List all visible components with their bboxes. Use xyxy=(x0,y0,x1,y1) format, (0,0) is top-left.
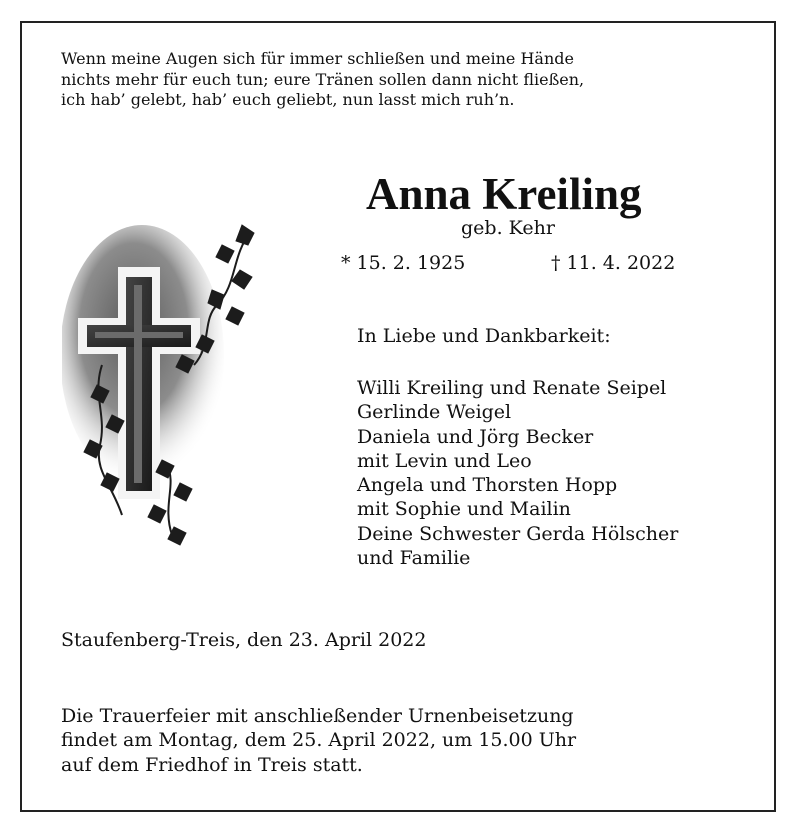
birth-name: geb. Kehr xyxy=(461,217,555,239)
deceased-name: Anna Kreiling xyxy=(366,169,642,219)
mourner-line: Willi Kreiling und Renate Seipel xyxy=(357,377,667,399)
place-and-date: Staufenberg-Treis, den 23. April 2022 xyxy=(61,629,427,651)
dedication-line: In Liebe und Dankbarkeit: xyxy=(357,325,611,347)
mourners-list xyxy=(357,376,678,570)
motto-line: Wenn meine Augen sich für immer schließen und meine Hände xyxy=(61,49,574,68)
motto-line: nichts mehr für euch tun; eure Tränen sollen dann nicht fließen, xyxy=(61,69,585,89)
ceremony-line: Die Trauerfeier mit anschließender Urnenbeisetzung xyxy=(61,705,574,727)
mourner-line: und Familie xyxy=(357,547,471,570)
mourner-line: Angela und Thorsten Hopp xyxy=(357,474,618,497)
birth-date: * 15. 2. 1925 xyxy=(341,252,466,274)
death-date: † 11. 4. 2022 xyxy=(551,252,676,274)
ceremony-notice xyxy=(61,704,576,777)
mourner-line: Daniela und Jörg Becker xyxy=(357,425,594,448)
cross-highlight-vertical xyxy=(134,285,142,483)
mourner-line: mit Sophie und Mailin xyxy=(357,498,571,521)
ceremony-line: auf dem Friedhof in Treis statt. xyxy=(61,753,363,776)
motto-line: ich hab’ gelebt, hab’ euch geliebt, nun lasst mich ruh’n. xyxy=(61,90,515,109)
cross-highlight-horizontal xyxy=(95,332,183,338)
mourner-line: Gerlinde Weigel xyxy=(357,401,512,424)
mourner-line: Deine Schwester Gerda Hölscher xyxy=(357,522,679,545)
cross-icon xyxy=(62,215,262,555)
mourner-line: mit Levin und Leo xyxy=(357,449,532,472)
motto-poem xyxy=(61,49,584,111)
ceremony-line: findet am Montag, dem 25. April 2022, um 15.00 Uhr xyxy=(61,729,577,752)
